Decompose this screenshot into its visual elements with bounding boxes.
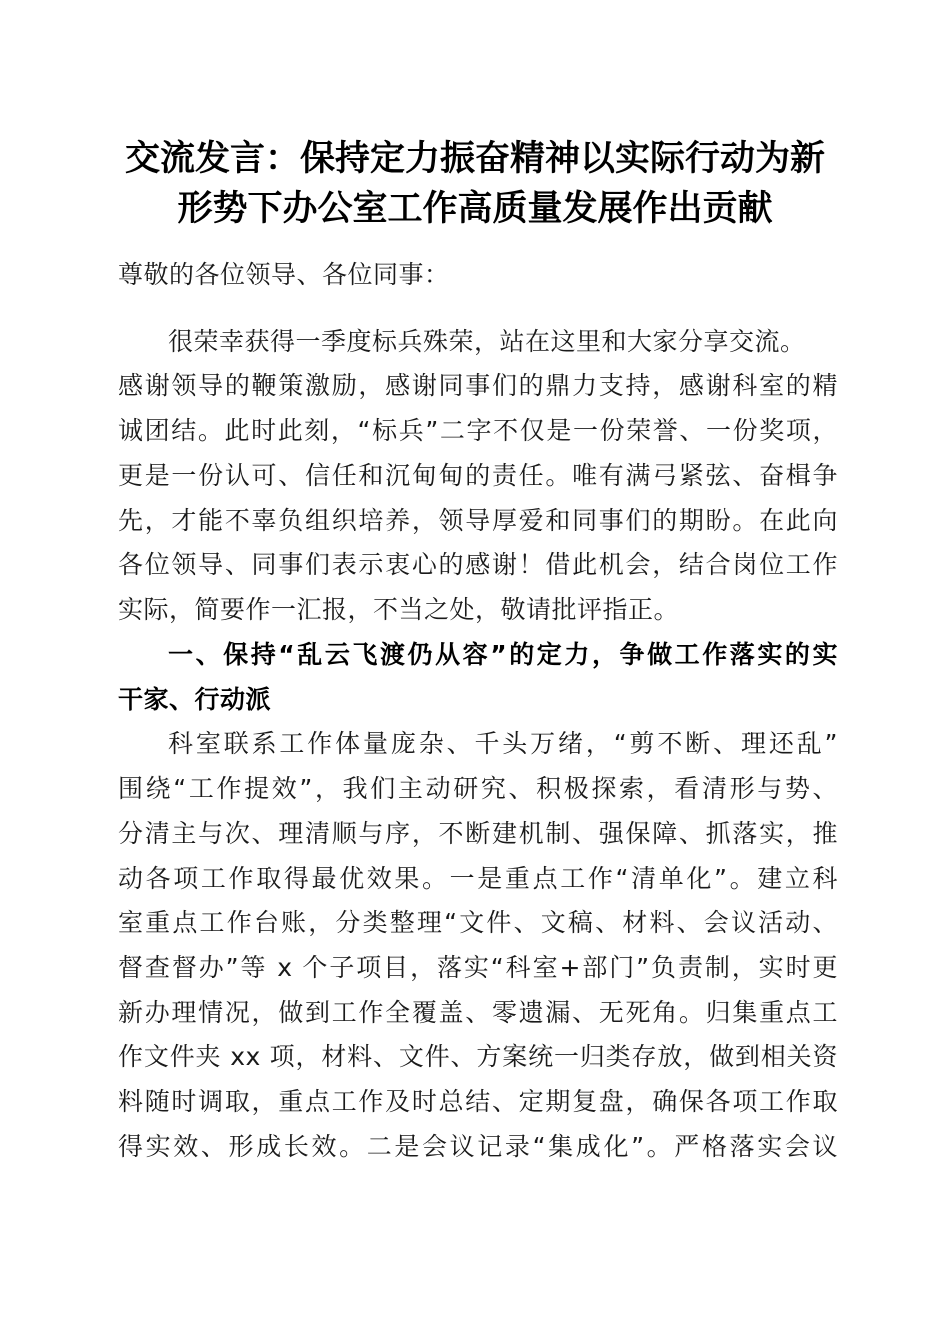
paragraph-line: 更是一份认可、信任和沉甸甸的责任。唯有满弓紧弦、奋楫争 bbox=[118, 461, 838, 490]
paragraph-line: 新办理情况，做到工作全覆盖、零遗漏、无死角。归集重点工 bbox=[118, 998, 838, 1027]
paragraph-line: 分清主与次、理清顺与序，不断建机制、强保障、抓落实，推 bbox=[118, 819, 838, 848]
paragraph-line: 感谢领导的鞭策激励，感谢同事们的鼎力支持，感谢科室的精 bbox=[118, 371, 838, 400]
paragraph-line: 围绕“工作提效”，我们主动研究、积极探索，看清形与势、 bbox=[118, 774, 838, 803]
paragraph-line: 先，才能不辜负组织培养，领导厚爱和同事们的期盼。在此向 bbox=[118, 506, 838, 535]
paragraph-line: 室重点工作台账，分类整理“文件、文稿、材料、会议活动、 bbox=[118, 908, 838, 937]
section-heading-line-2: 干家、行动派 bbox=[118, 685, 272, 714]
salutation: 尊敬的各位领导、各位同事： bbox=[118, 260, 450, 289]
paragraph-line: 督查督办”等 x 个子项目，落实“科室+部门”负责制，实时更 bbox=[118, 953, 838, 982]
paragraph-line: 实际，简要作一汇报，不当之处，敬请批评指正。 bbox=[118, 595, 680, 624]
paragraph-line: 料随时调取，重点工作及时总结、定期复盘，确保各项工作取 bbox=[118, 1087, 838, 1116]
paragraph-line: 诚团结。此时此刻，“标兵”二字不仅是一份荣誉、一份奖项， bbox=[118, 416, 838, 445]
paragraph-line: 作文件夹 xx 项，材料、文件、方案统一归类存放，做到相关资 bbox=[118, 1042, 838, 1071]
document-title-line-1: 交流发言：保持定力振奋精神以实际行动为新 bbox=[124, 138, 825, 179]
paragraph-line: 得实效、形成长效。二是会议记录“集成化”。严格落实会议 bbox=[118, 1132, 838, 1161]
paragraph-line: 科室联系工作体量庞杂、千头万绪，“剪不断、理还乱” bbox=[168, 729, 838, 758]
paragraph-line: 动各项工作取得最优效果。一是重点工作“清单化”。建立科 bbox=[118, 864, 838, 893]
document-title-line-2: 形势下办公室工作高质量发展作出贡献 bbox=[177, 188, 773, 229]
paragraph-line: 很荣幸获得一季度标兵殊荣，站在这里和大家分享交流。 bbox=[168, 327, 806, 356]
section-heading-line-1: 一、保持“乱云飞渡仍从容”的定力，争做工作落实的实 bbox=[168, 640, 838, 669]
paragraph-line: 各位领导、同事们表示衷心的感谢！借此机会，结合岗位工作 bbox=[118, 550, 838, 579]
